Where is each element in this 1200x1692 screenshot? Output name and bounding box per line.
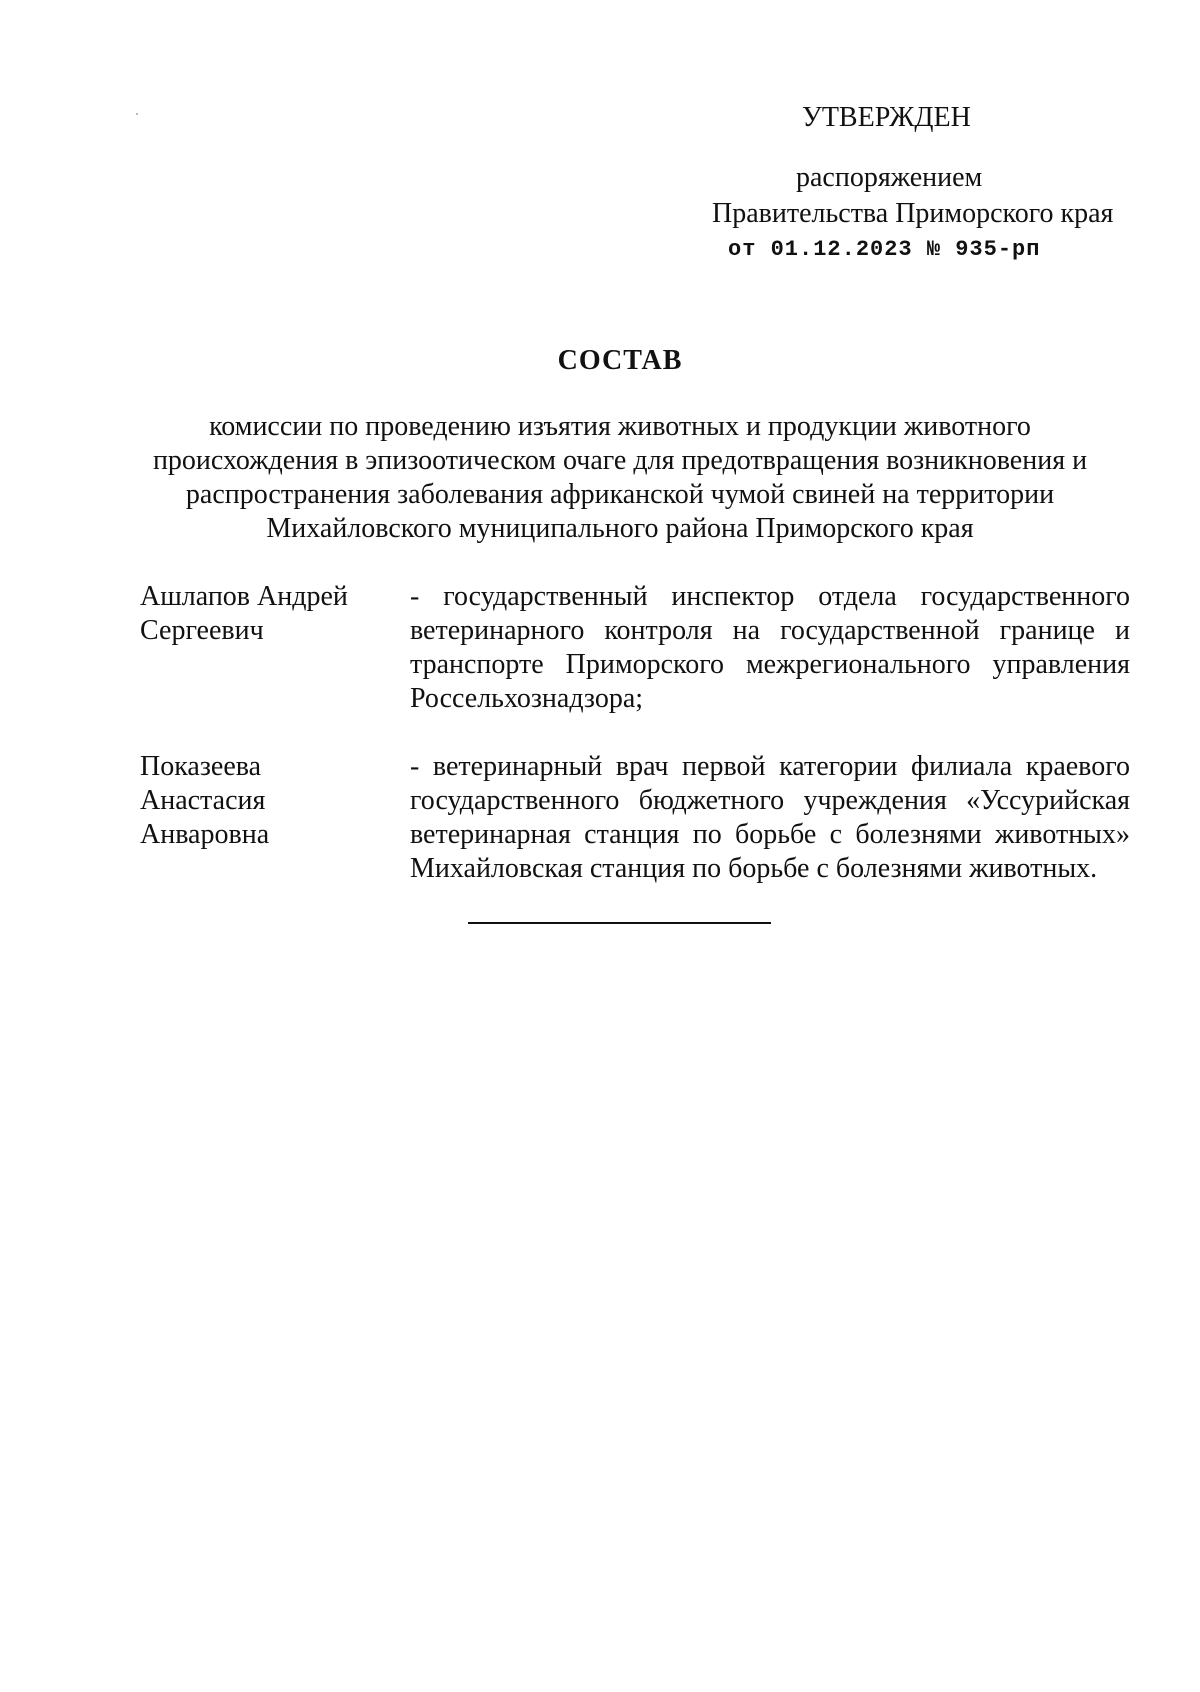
member-name-line: Анастасия (140, 785, 266, 816)
member-name-line: Показеева (140, 751, 262, 782)
members-list (140, 580, 1130, 920)
approval-date-number: от 01.12.2023 № 935-рп (728, 237, 1041, 262)
subtitle-line: распространения заболевания африканской чумой свиней на территории (185, 479, 1055, 510)
member-name-line: Ашлапов Андрей (140, 581, 348, 612)
subtitle-line: происхождения в эпизоотическом очаге для предотвращения возникновения и (152, 445, 1088, 476)
member-name (140, 750, 410, 886)
scan-speck (136, 113, 138, 115)
subtitle-line: комиссии по проведению изъятия животных и продукции животного (209, 411, 1031, 442)
document-subtitle (120, 410, 1120, 546)
end-divider (468, 922, 771, 924)
document-heading: СОСТАВ (557, 345, 683, 376)
member-entry (140, 580, 1130, 716)
member-name-line: Анваровна (140, 819, 270, 850)
member-role: - государственный инспектор отдела государственного ветеринарного контроля на государственной границе и транспорте Приморского межрегионального управления Россельхознадзора; (410, 581, 1130, 714)
member-name-line: Сергеевич (140, 615, 264, 646)
member-role: - ветеринарный врач первой категории филиала краевого государственного бюджетного учреждения «Уссурийская ветеринарная станция по борьбе с болезнями животных» Михайловская станция по борьбе с болезнями животных. (410, 751, 1130, 884)
approval-government: Правительства Приморского края (712, 198, 1114, 229)
approval-by: распоряжением (796, 162, 983, 193)
subtitle-line: Михайловского муниципального района Приморского края (266, 513, 974, 544)
member-name (140, 580, 410, 716)
member-entry (140, 750, 1130, 886)
approval-title: УТВЕРЖДЕН (802, 102, 971, 133)
